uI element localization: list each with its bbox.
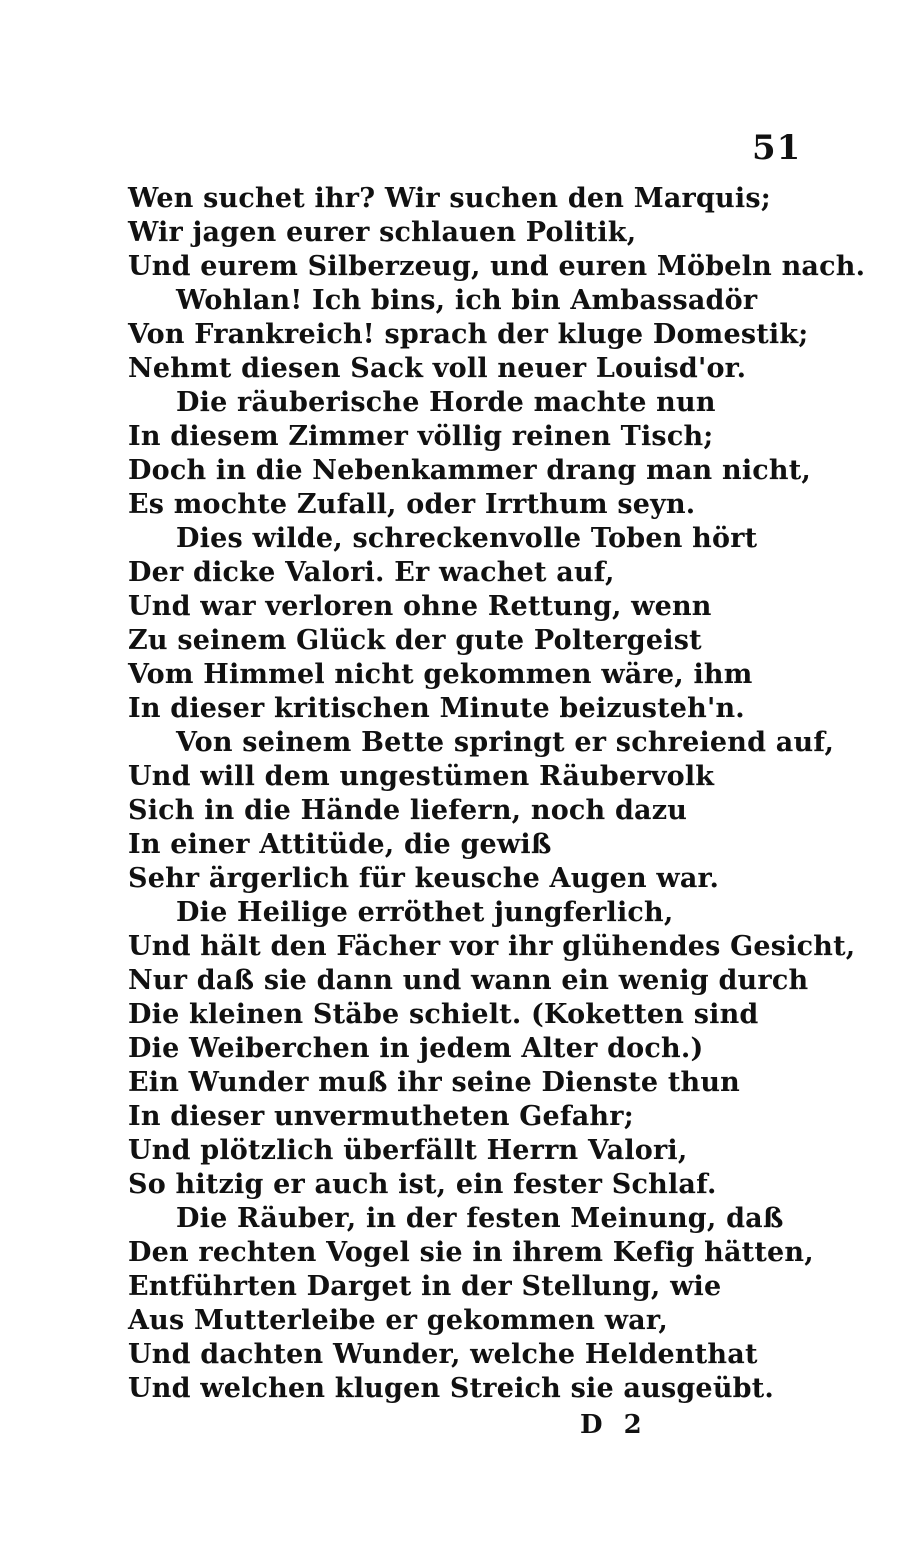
poem-line: Doch in die Nebenkammer drang man nicht,	[128, 455, 812, 486]
poem-line: In einer Attitüde, die gewiß	[128, 829, 552, 860]
poem-line: Von seinem Bette springt er schreiend auf,	[176, 727, 835, 758]
poem-line: Die Räuber, in der festen Meinung, daß	[176, 1203, 784, 1234]
poem-line: So hitzig er auch ist, ein fester Schlaf.	[128, 1169, 717, 1200]
poem-line: Ein Wunder muß ihr seine Dienste thun	[128, 1067, 740, 1098]
poem-line: Es mochte Zufall, oder Irrthum seyn.	[128, 489, 696, 520]
poem-line: Und welchen klugen Streich sie ausgeübt.	[128, 1373, 774, 1404]
printer-signature: D 2	[580, 1410, 648, 1440]
poem-line: Nehmt diesen Sack voll neuer Louisd'or.	[128, 353, 747, 384]
poem-line: Und will dem ungestümen Räubervolk	[128, 761, 715, 792]
poem-line: In dieser unvermutheten Gefahr;	[128, 1101, 634, 1132]
poem-line: Aus Mutterleibe er gekommen war,	[128, 1305, 668, 1336]
poem-line: Die räuberische Horde machte nun	[176, 387, 716, 418]
poem-line: In dieser kritischen Minute beizusteh'n.	[128, 693, 745, 724]
poem-line: Und eurem Silberzeug, und euren Möbeln nach.	[128, 251, 866, 282]
poem-line: Die Heilige erröthet jungferlich,	[176, 897, 674, 928]
poem-line: Sehr ärgerlich für keusche Augen war.	[128, 863, 720, 894]
poem-line: Der dicke Valori. Er wachet auf,	[128, 557, 615, 588]
page-number: 51	[752, 128, 802, 168]
poem-line: Dies wilde, schreckenvolle Toben hört	[176, 523, 758, 554]
poem-line: Entführten Darget in der Stellung, wie	[128, 1271, 722, 1302]
poem-line: Die Weiberchen in jedem Alter doch.)	[128, 1033, 704, 1064]
poem-line: Und dachten Wunder, welche Heldenthat	[128, 1339, 758, 1370]
poem-line: Wen suchet ihr? Wir suchen den Marquis;	[128, 183, 771, 214]
poem-line: Und plötzlich überfällt Herrn Valori,	[128, 1135, 688, 1166]
poem-line: Und war verloren ohne Rettung, wenn	[128, 591, 712, 622]
poem-line: Nur daß sie dann und wann ein wenig durch	[128, 965, 809, 996]
poem-line: Vom Himmel nicht gekommen wäre, ihm	[128, 659, 753, 690]
poem-line: Und hält den Fächer vor ihr glühendes Gesicht,	[128, 931, 856, 962]
poem-line: Die kleinen Stäbe schielt. (Koketten sind	[128, 999, 759, 1030]
poem-line: Von Frankreich! sprach der kluge Domestik;	[128, 319, 809, 350]
poem-line: Sich in die Hände liefern, noch dazu	[128, 795, 688, 826]
poem-text	[128, 182, 866, 1406]
poem-line: Den rechten Vogel sie in ihrem Kefig hätten,	[128, 1237, 814, 1268]
poem-line: Wir jagen eurer schlauen Politik,	[128, 217, 637, 248]
poem-line: Zu seinem Glück der gute Poltergeist	[128, 625, 702, 656]
poem-line: Wohlan! Ich bins, ich bin Ambassadör	[176, 285, 758, 316]
poem-line: In diesem Zimmer völlig reinen Tisch;	[128, 421, 714, 452]
